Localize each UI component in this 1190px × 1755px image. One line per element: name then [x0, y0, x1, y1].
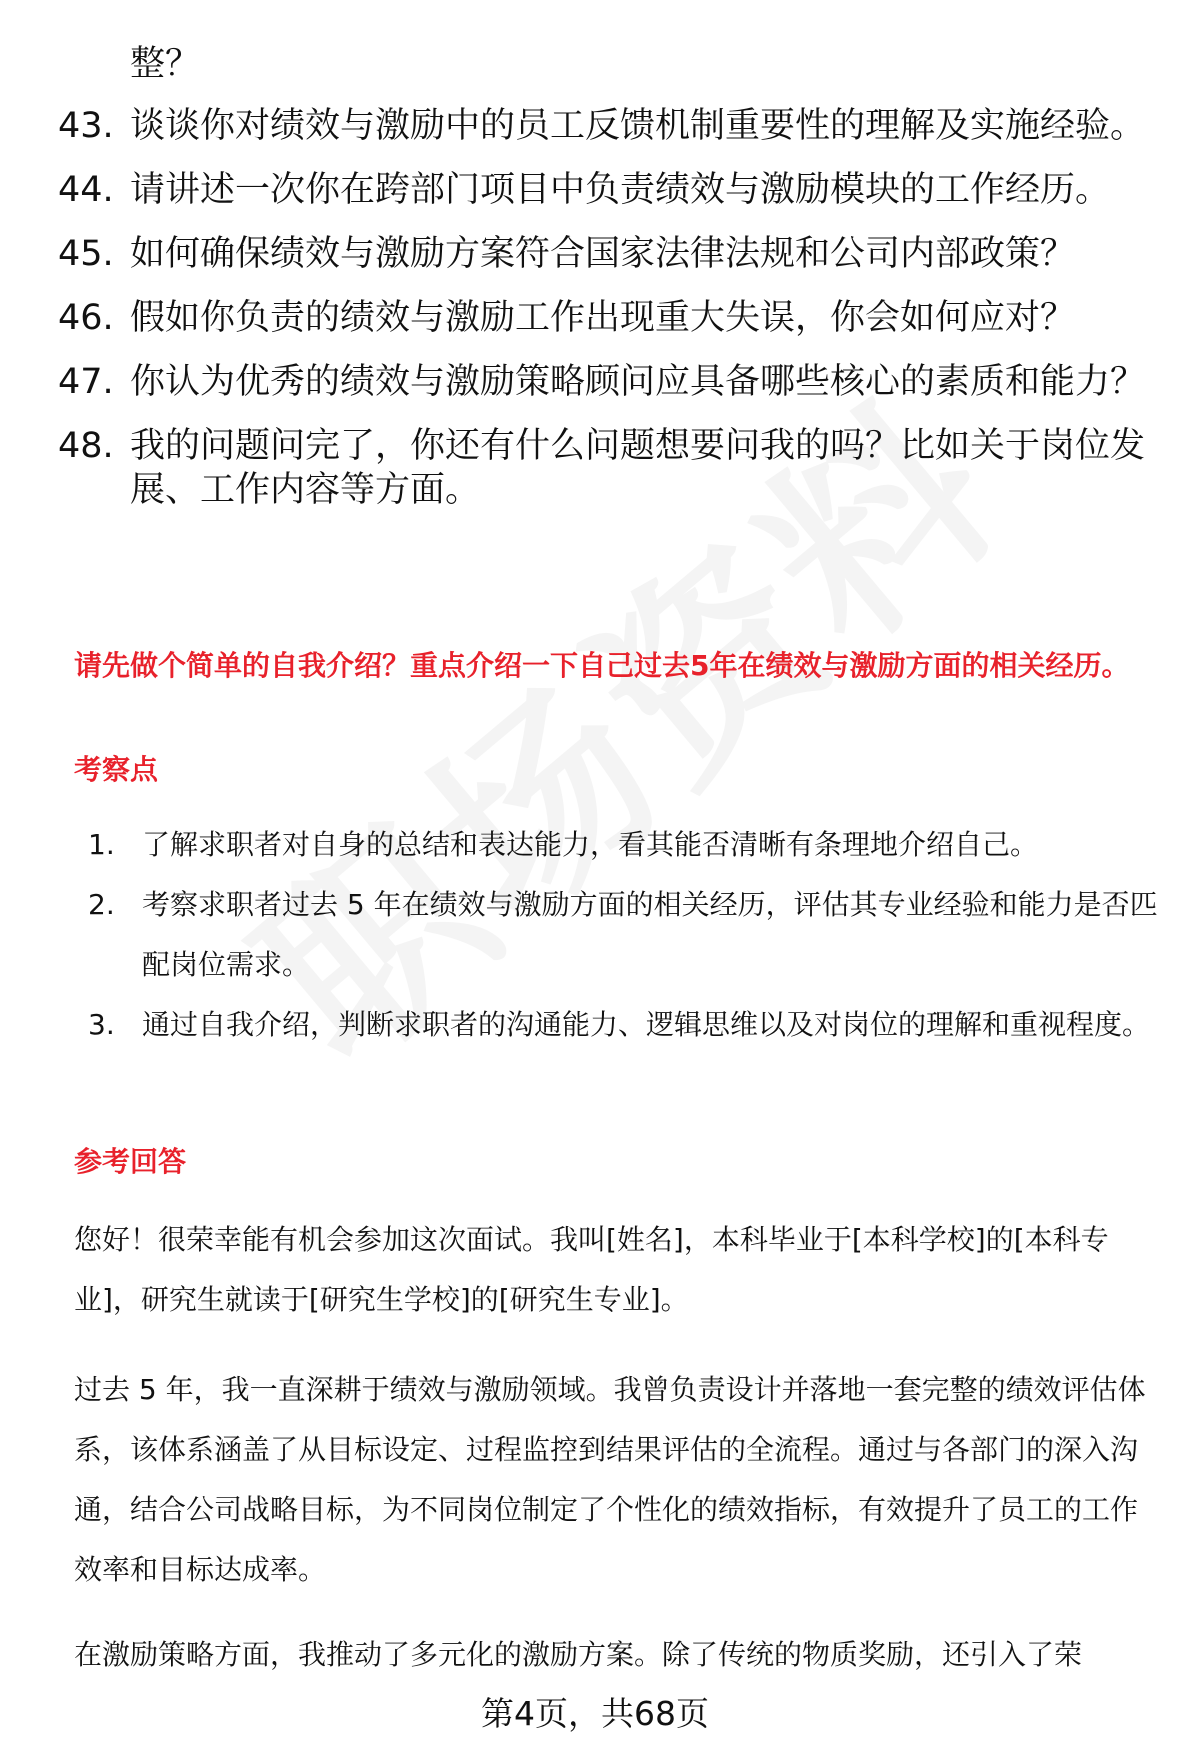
question-list: [58, 42, 1158, 532]
list-item: [74, 815, 1164, 875]
point-number: 2.: [88, 888, 115, 921]
point-number: 1.: [88, 828, 115, 861]
list-item: [74, 875, 1164, 995]
question-number: 45.: [58, 234, 114, 274]
answer-paragraph: 在激励策略方面，我推动了多元化的激励方案。除了传统的物质奖励，还引入了荣: [74, 1638, 1083, 1671]
list-item: [58, 360, 1158, 404]
page-footer: 第4页，共68页: [481, 1694, 709, 1733]
answer-paragraph: 您好！很荣幸能有机会参加这次面试。我叫[姓名]，本科毕业于[本科学校]的[本科专业]，研究生就读于[研究生学校]的[研究生专业]。: [74, 1223, 1109, 1316]
list-item: [58, 232, 1158, 276]
question-number: 46.: [58, 298, 114, 338]
point-text: 了解求职者对自身的总结和表达能力，看其能否清晰有条理地介绍自己。: [142, 828, 1039, 861]
focus-point-list: [74, 815, 1164, 1055]
focus-title: 考察点: [74, 753, 159, 786]
question-text: 谈谈你对绩效与激励中的员工反馈机制重要性的理解及实施经验。: [130, 106, 1146, 146]
answer-title: 参考回答: [74, 1145, 187, 1178]
list-item: [74, 995, 1164, 1055]
highlight-question: 请先做个简单的自我介绍？重点介绍一下自己过去5年在绩效与激励方面的相关经历。: [74, 649, 1130, 682]
question-number: 47.: [58, 362, 114, 402]
answer-paragraph: 过去 5 年，我一直深耕于绩效与激励领域。我曾负责设计并落地一套完整的绩效评估体系，该体系涵盖了从目标设定、过程监控到结果评估的全流程。通过与各部门的深入沟通，结合公司战略目标，为不同岗位制定了个性化的绩效指标，有效提升了员工的工作效率和目标达成率。: [74, 1373, 1146, 1586]
list-item: [58, 42, 1158, 86]
question-number: 44.: [58, 170, 114, 210]
list-item: [58, 296, 1158, 340]
question-text: 你认为优秀的绩效与激励策略顾问应具备哪些核心的素质和能力？: [130, 362, 1146, 402]
question-number: 43.: [58, 106, 114, 146]
list-item: [58, 168, 1158, 212]
question-text: 如何确保绩效与激励方案符合国家法律法规和公司内部政策？: [130, 234, 1076, 274]
point-number: 3.: [88, 1008, 115, 1041]
point-text: 考察求职者过去 5 年在绩效与激励方面的相关经历，评估其专业经验和能力是否匹配岗位需求。: [142, 888, 1158, 981]
question-text: 请讲述一次你在跨部门项目中负责绩效与激励模块的工作经历。: [130, 170, 1111, 210]
question-text: 假如你负责的绩效与激励工作出现重大失误，你会如何应对？: [130, 298, 1076, 338]
question-number: 48.: [58, 426, 114, 466]
list-item: [58, 424, 1158, 512]
continuation-text: 整？: [130, 44, 201, 84]
list-item: [58, 104, 1158, 148]
question-text: 我的问题问完了，你还有什么问题想要问我的吗？比如关于岗位发展、工作内容等方面。: [130, 426, 1146, 510]
point-text: 通过自我介绍，判断求职者的沟通能力、逻辑思维以及对岗位的理解和重视程度。: [142, 1008, 1151, 1041]
